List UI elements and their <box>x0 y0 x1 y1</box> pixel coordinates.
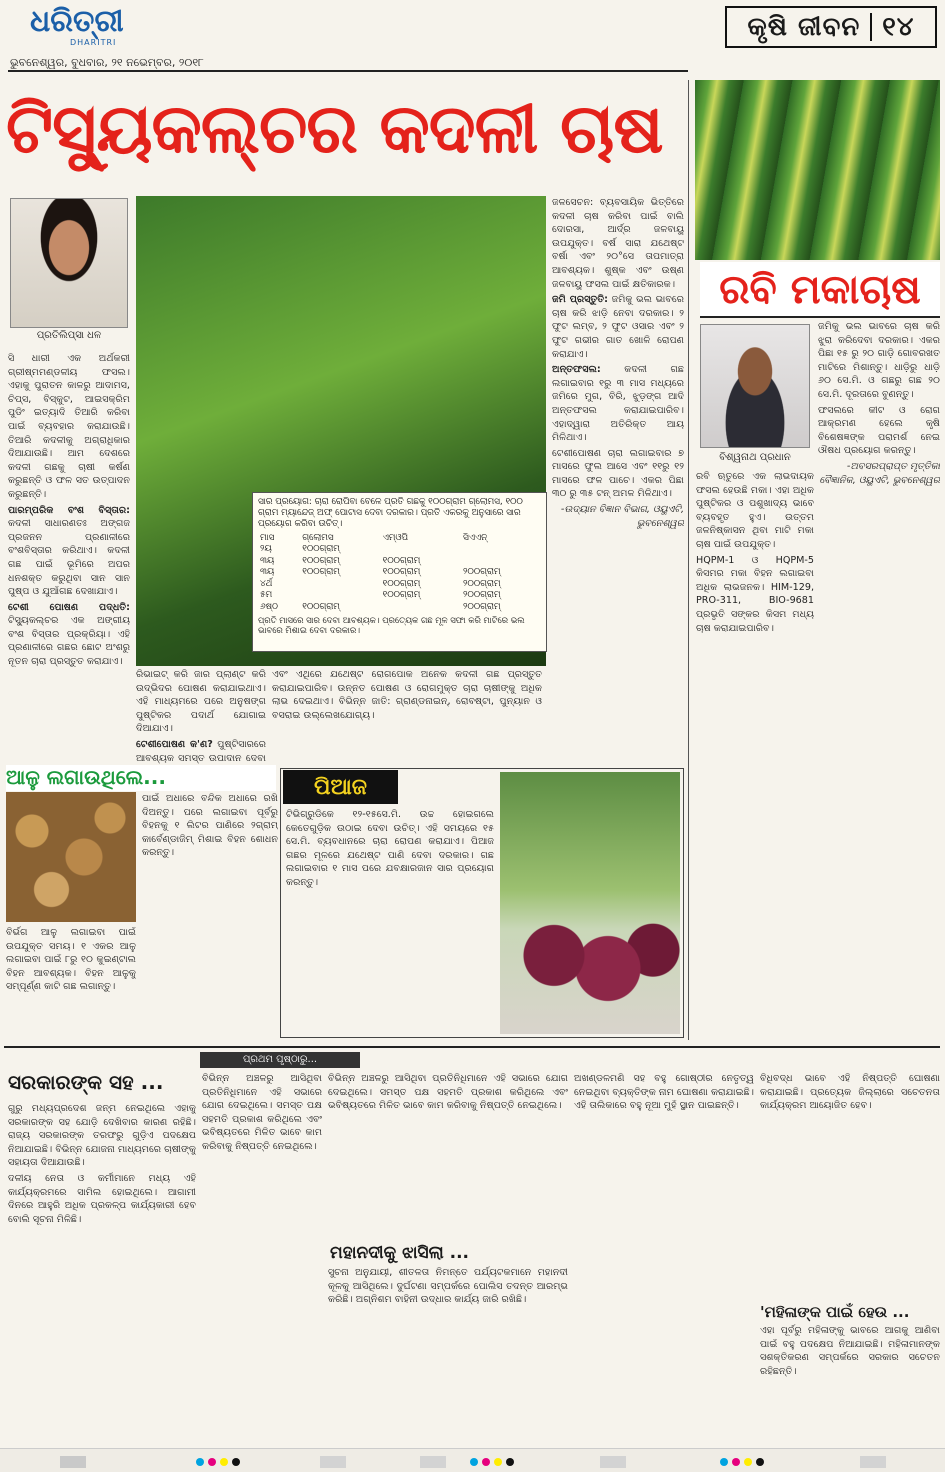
swatch-grey <box>860 1456 886 1468</box>
page-number: ୧୪ <box>882 11 915 42</box>
fert-cell: ୧୦୦ଗ୍ରାମ୍ <box>302 601 340 612</box>
fert-cell: ୨୦୦ଗ୍ରାମ୍ <box>462 601 501 612</box>
lower-column-5-text: ବିଧିବଦ୍ଧ ଭାବେ ଏହି ନିଷ୍ପତ୍ତି ଘୋଷଣା କରାଯାଇଛି। ପ୍ରତ୍ୟେକ ଜିଲ୍ଲାରେ ସଚେତନତା କାର୍ଯ୍ୟକ୍ରମ ଆୟୋଜିତ ହେବ। <box>760 1073 940 1112</box>
masthead-logo: ଧରିତ୍ରୀ <box>30 4 124 39</box>
fert-cell <box>381 544 461 556</box>
left-column-intro: ସି ଧାରୀ ଏକ ଅର୍ଥକରୀ ଗ୍ରୀଷ୍ମମଣ୍ଡଳୀୟ ଫସଲ। ଏହାକୁ ପୁରାତନ କାଳରୁ ଆଦାମସ, ଚିପ୍ସ, ବିସ୍କୁଟ, ଆଇସକ୍ରିମ ପୁଡିଂ ଇତ୍ୟାଦି ତିଆରି କରିବା ପାଇଁ ବ୍ୟବହାର କରାଯାଉଛି। ତିଆରି କଦଳୀକୁ ଅଗ୍ରାଧିକାର ଦିଆଯାଉଛି। ଆମ ଦେଶରେ କଦଳୀ ଗଛକୁ ଚାଷୀ କର୍ଷଣ କରୁଛନ୍ତି ଓ ଫଳ ସତ ଉତ୍ପାଦନ କରୁଛନ୍ତି। <box>8 353 130 500</box>
left-column-subhead-2: ଟେଶୀ ପୋଷଣ ପଦ୍ଧତି: <box>8 601 130 613</box>
section-name: କୃଷି ଜୀବନ <box>747 11 861 42</box>
lower-column-2-text: ବିଭିନ୍ନ ଅଞ୍ଚଳରୁ ଆସିଥିବା ପ୍ରତିନିଧିମାନେ ଏହି ସଭାରେ ଯୋଗ ଦେଇଥିଲେ। ସମସ୍ତ ପକ୍ଷ ସହମତି ପ୍ରକାଶ କରିଥିଲେ ଏବଂ ଭବିଷ୍ୟତରେ ମିଳିତ ଭାବେ କାମ କରିବାକୁ ନିଷ୍ପତ୍ତି ନେଇଥିଲେ। <box>202 1073 322 1152</box>
swatch-grey <box>320 1456 346 1468</box>
mid-column-1-subhead: ଟେଶୀପୋଷଣ କ'ଣ? <box>136 738 213 750</box>
fert-header-can: ସିଏଏନ୍ <box>462 532 488 543</box>
mid-column-3-text: ଜଳସେଚନ: ବ୍ୟବସାୟିକ ଭିତ୍ତିରେ କଦଳୀ ଚାଷ କରିବା ପାଇଁ ବାଲି ଦୋରସା, ଆର୍ଦ୍ର ଜଳବାୟୁ ଉପଯୁକ୍ତ। ବର୍ଷ ସାରା ଯଥେଷ୍ଟ ବର୍ଷା ଏବଂ ୨୦°ସେ ତାପମାତ୍ରା ଆବଶ୍ୟକ। ଶୁଷ୍କ ଏବଂ ଉଷ୍ଣ ଜଳବାୟୁ ଫସଲ ପାଇଁ କ୍ଷତିକାରକ। <box>552 197 684 290</box>
rabi-text-1: ରବି ଋତୁରେ ଏକ ଲାଭଦାୟକ ଫସଲ ହେଉଛି ମକା। ଏହା ଅଧିକ ପୁଷ୍ଟିକର ଓ ପଶୁଖାଦ୍ୟ ଭାବେ ବ୍ୟବହୃତ ହୁଏ। ଉତ୍ତମ ଜଳନିଷ୍କାସନ ଥିବା ମାଟି ମକା ଚାଷ ପାଇଁ ଉପଯୁକ୍ତ। <box>696 471 814 550</box>
column-rule <box>688 80 689 1040</box>
rabi-text-4: ଫସଲରେ କୀଟ ଓ ରୋଗ ଆକ୍ରମଣ ହେଲେ କୃଷି ବିଶେଷଜ୍ଞଙ୍କ ପରାମର୍ଶ ନେଇ ଔଷଧ ପ୍ରୟୋଗ କରନ୍ତୁ। <box>818 404 940 457</box>
lower-column-5 <box>760 1072 940 1300</box>
mid-column-2-text: ଏବଂ ଏଥିରେ ଯଥେଷ୍ଟ ରୋଗପୋକ ଅନେକ କଦଳୀ ଗଛ ପ୍ରସ୍ତୁତ କରାଯାଇପାରିବ। ଉନ୍ନତ ପୋଷଣ ଓ ରୋଗମୁକ୍ତ ଚାରା ଚାଷୀଙ୍କୁ ଅଧିକ ଲାଭ ଦେଇଥାଏ। ବିଭିନ୍ନ ଜାତି: ଗ୍ରାଣ୍ଡନାଇନ୍, ରୋବଷ୍ଟା, ପୁନ୍ୟାନ ଓ ବସରାଇ ଉଲ୍ଲେଖଯୋଗ୍ୟ। <box>272 669 542 721</box>
dot-magenta <box>732 1458 740 1466</box>
rabi-column-2 <box>818 320 940 1036</box>
mid-column-1-text-2: ପୁଷ୍ଟିସାରରେ ଆବଶ୍ୟକ ସମସ୍ତ ଉପାଦାନ ଦେବା <box>136 738 266 764</box>
mid-column-3-text-4: ଟେଶୀପୋଷଣ ଚାରା ଲଗାଇବାର ୭ ମାସରେ ଫୁଲ ଆସେ ଏବଂ ୧୧ରୁ ୧୨ ମାସରେ ଫଳ ପାଚେ। ଏକର ପିଛା ୩୦ ରୁ ୩୫ ଟନ୍ ଅମଳ ମିଳିଥାଏ। <box>552 447 684 500</box>
fert-cell: ୧୦୦ଗ୍ରାମ୍ <box>302 567 340 578</box>
dot-magenta <box>208 1458 216 1466</box>
fert-cell: ୨୦୦ଗ୍ରାମ୍ <box>462 578 501 589</box>
pyaj-text-body: ଟିଭିଗ୍ରୁଡିକେ ୧୨-୧୫ସେ.ମି. ଉଚ୍ଚ ହୋଇଗଲେ କେତେଗୁଡ଼ିକ ଉଠାଇ ଦେବା ଉଚିତ୍। ଏହି ସମୟରେ ୧୫ ସେ.ମି. ବ୍ୟବଧାନରେ ଚାରା ରୋପଣ କରାଯାଏ। ପିଆଜ ଗଛର ମୂଳରେ ଯଥେଷ୍ଟ ପାଣି ଦେବା ଦରକାର। ଗଛ ଲଗାଇବାର ୧ ମାସ ପରେ ଯବକ୍ଷାରଜାନ ସାର ପ୍ରୟୋଗ କରନ୍ତୁ। <box>286 809 494 888</box>
alu-text <box>6 926 136 1038</box>
fertilizer-table-box <box>252 492 547 652</box>
fert-cell: ୧୦୦ଗ୍ରାମ୍ <box>382 567 421 578</box>
rabi-headline: ରବି ମକାଚାଷ <box>700 262 940 318</box>
author-name: ପ୍ରତିଲିପ୍ସା ଧଳ <box>36 330 102 341</box>
dot-black <box>756 1458 764 1466</box>
dot-black <box>232 1458 240 1466</box>
author1-credit: -ଉଦ୍ୟାନ ବିଜ୍ଞାନ ବିଭାଗ, ଓୟୁଏଟି, ଭୁବନେଶ୍ୱର <box>560 504 684 529</box>
pyaj-text <box>286 808 494 1034</box>
dateline: ଭୁବନେଶ୍ୱର, ବୁଧବାର, ୨୧ ନଭେମ୍ବର, ୨୦୧୮ <box>10 56 204 69</box>
fertilizer-intro: ସାର ପ୍ରୟୋଗ: ଚାରା ରୋପିବା ବେଳେ ପ୍ରତି ଗଛକୁ ୧୦୦ଗ୍ରାମ ଗ୍ଲୋମସ, ୧୦୦ ଗ୍ରାମ ମ୍ୟାନ୍ଦେଜ୍ ଅଫ୍ ପୋଟାସ ଦେବା ଦରକାର। ପ୍ରତି ଏକରକୁ ଅନୁସାରେ ସାର ପ୍ରୟୋଗ କରିବା ଉଚିତ୍। <box>258 497 523 529</box>
lower-column-2 <box>202 1072 322 1444</box>
sarkar-column <box>8 1102 196 1444</box>
mid-column-1 <box>136 668 266 764</box>
fert-cell <box>300 590 380 602</box>
alu-text-column-2 <box>142 792 278 1038</box>
fert-cell: ୨ୟ <box>260 544 272 555</box>
fert-cell: ୨୦୦ଗ୍ରାମ୍ <box>462 567 501 578</box>
sarkar-text-2: ଦଳୀୟ ନେତା ଓ କର୍ମୀମାନେ ମଧ୍ୟ ଏହି କାର୍ଯ୍ୟକ୍ରମରେ ସାମିଲ ହୋଇଥିଲେ। ଆଗାମୀ ଦିନରେ ଆହୁରି ଅଧିକ ପ୍ରକଳ୍ପ କାର୍ଯ୍ୟକାରୀ ହେବ ବୋଲି ସୂଚନା ମିଳିଛି। <box>8 1172 196 1225</box>
left-column-para-3: ଟିସ୍ୟୁକଲ୍‌ଚର ଏକ ଅଙ୍ଗୀୟ ବଂଶ ବିସ୍ତାର ପ୍ରକ୍ରିୟା। ଏହି ପ୍ରଣାଳୀରେ ଗଛର ଛୋଟ ଅଂଶରୁ ନୂତନ ଚାରା ପ୍ରସ୍ତୁତ କରାଯାଏ। <box>8 615 130 668</box>
left-column-article <box>8 352 130 762</box>
rabi-text-2: ଜମିକୁ ଭଲ ଭାବରେ ଚାଷ କରି ଝୁରା କରିଦେବା ଦରକାର। ଏକର ପିଛା ୧୫ ରୁ ୨୦ ଗାଡ଼ି ଗୋବରଖତ ମାଟିରେ ମିଶାନ୍ତୁ। ଧାଡ଼ିରୁ ଧାଡ଼ି ୬୦ ସେ.ମି. ଓ ଗଛରୁ ଗଛ ୨୦ ସେ.ମି. ଦୂରତାରେ ବୁଣନ୍ତୁ। <box>818 321 940 400</box>
left-column-subhead-1: ପାରମ୍ପରିକ ବଂଶ ବିସ୍ତାର: <box>8 504 130 516</box>
section-divider-horizontal <box>4 1046 940 1048</box>
mahila-text: ଏହା ପୂର୍ବରୁ ମହିଳାଙ୍କୁ ଭାବରେ ଆଗକୁ ଆଣିବା ପାଇଁ ବହୁ ପଦକ୍ଷେପ ନିଆଯାଇଛି। ମହିଳାମାନଙ୍କ ସଶକ୍ତିକରଣ ସମ୍ପର୍କରେ ସରକାର ସଚେତନ ରହିଛନ୍ତି। <box>760 1325 940 1377</box>
mid-column-3-text-2: ଜମିକୁ ଭଲ ଭାବରେ ଚାଷ କରି ଝାଡ଼ି ନେବା ଦରକାର। ୨ ଫୁଟ ଲମ୍ବ, ୨ ଫୁଟ ଓସାର ଏବଂ ୨ ଫୁଟ ଗଭୀର ଗାତ ଖୋଳି ରୋପଣ କରାଯାଏ। <box>552 294 684 360</box>
continued-from-front-tag: ପ୍ରଥମ ପୃଷ୍ଠାରୁ... <box>200 1052 360 1068</box>
fert-cell: ୪ର୍ଥ <box>260 578 273 589</box>
main-headline: ଟିସ୍ୟୁକଲ୍‌ଚର କଦଳୀ ଚାଷ <box>6 90 663 169</box>
dot-yellow <box>744 1458 752 1466</box>
fert-cell: ୧୦୦ଗ୍ରାମ୍ <box>302 544 340 555</box>
mid-column-3-subhead-3: ଅନ୍ତଫସଲ: <box>552 364 601 376</box>
dot-black <box>506 1458 514 1466</box>
lower-column-4-text: ଅଖଣ୍ଡଳମଣି ସହ ବହୁ ଗୋଷ୍ଠୀର ନେତୃତ୍ୱ ନେଇଥିବା ବ୍ୟକ୍ତିଙ୍କ ନାମ ଘୋଷଣା କରାଯାଇଛି। ଏହି ତାଲିକାରେ ବହୁ ନୂଆ ମୁହଁ ସ୍ଥାନ ପାଇଛନ୍ତି। <box>574 1073 754 1112</box>
author-portrait <box>10 198 128 328</box>
potato-photo <box>6 792 136 922</box>
mid-column-1-text: ରିଭାଇଟ୍ କରି ଜାର ପ୍ଲାଣ୍ଟ କରି ଉଦ୍ଭିଦର ପୋଷଣ କରାଯାଇଥାଏ। ଏହି ମାଧ୍ୟମରେ ପରେ ଅନୁଷଙ୍ଗ ପୁଷ୍ଟିକର ପଦାର୍ଥ ଯୋଗାଇ ଦିଆଯାଏ। <box>136 669 266 735</box>
onion-photo <box>500 772 680 1034</box>
lower-column-3-top-text: ବିଭିନ୍ନ ଅଞ୍ଚଳରୁ ଆସିଥିବା ପ୍ରତିନିଧିମାନେ ଏହି ସଭାରେ ଯୋଗ ଦେଇଥିଲେ। ସମସ୍ତ ପକ୍ଷ ସହମତି ପ୍ରକାଶ କରିଥିଲେ ଏବଂ ଭବିଷ୍ୟତରେ ମିଳିତ ଭାବେ କାମ କରିବାକୁ ନିଷ୍ପତ୍ତି ନେଇଥିଲେ। <box>328 1073 568 1112</box>
left-column-para-2: କଦଳୀ ସାଧାରଣତଃ ଅଙ୍ଗଜ ପ୍ରଜନନ ପ୍ରଣାଳୀରେ ବଂଶବିସ୍ତାର କରିଥାଏ। କଦଳୀ ଗଛ ପାଇଁ ଭୂମିରେ ଅପର ଧନଶକ୍ତ କରୁଥିବା ସାନ ସାନ ପୁଷ୍ପ ଓ ଯୁଆଁଗଛ ଦେଖାଯାଏ। <box>8 518 130 598</box>
fert-cell <box>461 544 541 556</box>
fert-cell: ୩ୟ <box>260 555 275 566</box>
rabi-author-name: ବିଶ୍ୱନାଥ ପ୍ରଧାନ <box>719 452 791 463</box>
rabi-credit: -ଅବସରପ୍ରାପ୍ତ ମୃତ୍ତିକା ବୈଜ୍ଞାନିକ, ଓୟୁଏଟି, ଭୁବନେଶ୍ୱର <box>819 460 940 486</box>
mahanadi-column <box>328 1266 568 1444</box>
fert-cell: ୫ମ <box>260 590 273 601</box>
fert-header-month: ମାସ <box>260 532 275 543</box>
lower-column-3-top <box>328 1072 568 1240</box>
dot-cyan <box>196 1458 204 1466</box>
mid-column-3 <box>552 196 684 756</box>
fertilizer-table <box>258 532 541 613</box>
pyaj-headline: ପିଆଜ <box>283 770 398 804</box>
mid-column-2 <box>272 668 542 764</box>
alu-headline: ଆଳୁ ଲଗାଉଥିଲେ... <box>6 765 276 791</box>
fert-cell <box>381 601 461 613</box>
alu-text-1: ବିର୍ଭଗ ଆଳୁ ଲଗାଇବା ପାଇଁ ଉପଯୁକ୍ତ ସମୟ। ୧ ଏକର ଆଳୁ ଲଗାଇବା ପାଇଁ ୮ରୁ ୧୦ କୁଇଣ୍ଟାଲ ବିହନ ଆବଶ୍ୟକ। ବିହନ ଆଳୁକୁ ସମ୍ପୂର୍ଣ୍ଣ କାଟି ଗଛ ଲଗାନ୍ତୁ। <box>6 927 136 993</box>
dot-yellow <box>494 1458 502 1466</box>
lower-column-4 <box>574 1072 754 1444</box>
mid-column-3-text-3: କଦଳୀ ଗଛ ଲଗାଇବାର ୧ରୁ ୩ ମାସ ମଧ୍ୟରେ ଜମିରେ ମୁଗ, ବିରି, ଝୁଡ଼ଙ୍ଗ ଆଦି ଅନ୍ତଫସଲ କରାଯାଇପାରିବ। ଏହାଦ୍ୱାରା ଅତିରିକ୍ତ ଆୟ ମିଳିଥାଏ। <box>552 364 684 444</box>
fert-header-glomus: ଗ୍ଲୋମସ <box>302 532 334 543</box>
dateline-rule <box>8 70 688 72</box>
corn-photo <box>695 80 940 260</box>
fert-header-mop: ଏମ୍‌ଓପି <box>382 532 409 543</box>
fertilizer-footer: ପ୍ରତି ମାସରେ ସାର ଦେବା ଆବଶ୍ୟକ। ପ୍ରତ୍ୟେକ ଗଛ ମୂଳ ସଫା କରି ମାଟିରେ ଭଲ ଭାବରେ ମିଶାଇ ଦେବା ଦରକାର। <box>258 614 525 635</box>
alu-text-2: ପାଇଁ ଅଧାରେ ବନ୍ଦିକ ଅଧାରେ ରଖି ଦିଅନ୍ତୁ। ପରେ ଲଗାଇବା ପୂର୍ବରୁ ବିହନକୁ ୧ ଲିଟର ପାଣିରେ ୨ଗ୍ରାମ୍ କାର୍ବେଣ୍ଡାଜିମ୍ ମିଶାଇ ବିହନ ଶୋଧନ କରନ୍ତୁ। <box>142 793 278 859</box>
fert-cell: ୧୦୦ଗ୍ରାମ୍ <box>302 555 340 566</box>
fert-cell <box>461 555 541 567</box>
rabi-column-1 <box>696 470 814 1036</box>
fert-cell: ୬ଷ୍ଠ <box>260 601 278 612</box>
mid-column-3-subhead-2: ଜମି ପ୍ରସ୍ତୁତି: <box>552 294 608 306</box>
fert-cell: ୨୦୦ଗ୍ରାମ୍ <box>462 590 501 601</box>
fert-cell: ୧୦୦ଗ୍ରାମ୍ <box>382 578 421 589</box>
dot-magenta <box>482 1458 490 1466</box>
fert-cell: ୧୦୦ଗ୍ରାମ୍ <box>382 590 421 601</box>
fert-cell <box>300 578 380 590</box>
mahanadi-headline: ମହାନଦୀକୁ ଝାସିଲା ... <box>330 1243 469 1263</box>
swatch-grey <box>420 1456 446 1468</box>
mahanadi-text: ସୁଚନା ଅନୁଯାୟୀ, ଶୀତଳତା ନିମନ୍ତେ ପର୍ଯ୍ୟଟକମାନେ ମହାନଦୀ କୂଳକୁ ଆସିଥିଲେ। ଦୁର୍ଘଟଣା ସମ୍ପର୍କରେ ପୋଲିସ ତଦନ୍ତ ଆରମ୍ଭ କରିଛି। ଅଗ୍ନିଶମ ବାହିନୀ ଉଦ୍ଧାର କାର୍ଯ୍ୟ ଜାରି ରଖିଛି। <box>328 1267 568 1306</box>
fert-cell: ୧୦୦ଗ୍ରାମ୍ <box>382 555 421 566</box>
sarkar-text-1: ଗୁରୁ ମଧ୍ୟପ୍ରଦେଶ ଜନ୍ମ ନେଇଥିଲେ ଏହାକୁ ସରକାରଙ୍କ ସହ ଯୋଡ଼ି ଦେଖିବାର କାରଣ ରହିଛି। ରାଜ୍ୟ ସରକାରଙ୍କ ତରଫରୁ ଗୁଡ଼ିଏ ପଦକ୍ଷେପ ନିଆଯାଇଛି। ବିଭିନ୍ନ ଯୋଜନା ମାଧ୍ୟମରେ ଚାଷୀଙ୍କୁ ସହାୟତା ଦିଆଯାଉଛି। <box>8 1103 196 1169</box>
mahila-headline: 'ମହିଳାଙ୍କ ପାଇଁ ହେଉ ... <box>760 1303 910 1321</box>
section-title-box <box>725 6 937 48</box>
sarkar-headline: ସରକାରଙ୍କ ସହ ... <box>8 1070 164 1094</box>
dot-cyan <box>720 1458 728 1466</box>
section-divider <box>870 13 872 41</box>
swatch-grey <box>600 1456 626 1468</box>
fert-cell: ୩ୟ <box>260 567 275 578</box>
rabi-text-3: HQPM-1 ଓ HQPM-5 କିସମର ମକା ବିହନ ଲଗାଇବା ଅଧିକ ଲାଭଜନକ। HIM-129, PRO-311, BIO-9681 ପ୍ରଭୃତି ସଙ୍କର କିସମ ମଧ୍ୟ ଚାଷ କରାଯାଇପାରିବ। <box>696 554 814 634</box>
masthead-logo-sub: DHARITRI <box>70 38 117 47</box>
dot-cyan <box>470 1458 478 1466</box>
swatch-grey <box>60 1456 86 1468</box>
mahila-column <box>760 1324 940 1444</box>
dot-yellow <box>220 1458 228 1466</box>
rabi-author-portrait <box>700 324 810 448</box>
